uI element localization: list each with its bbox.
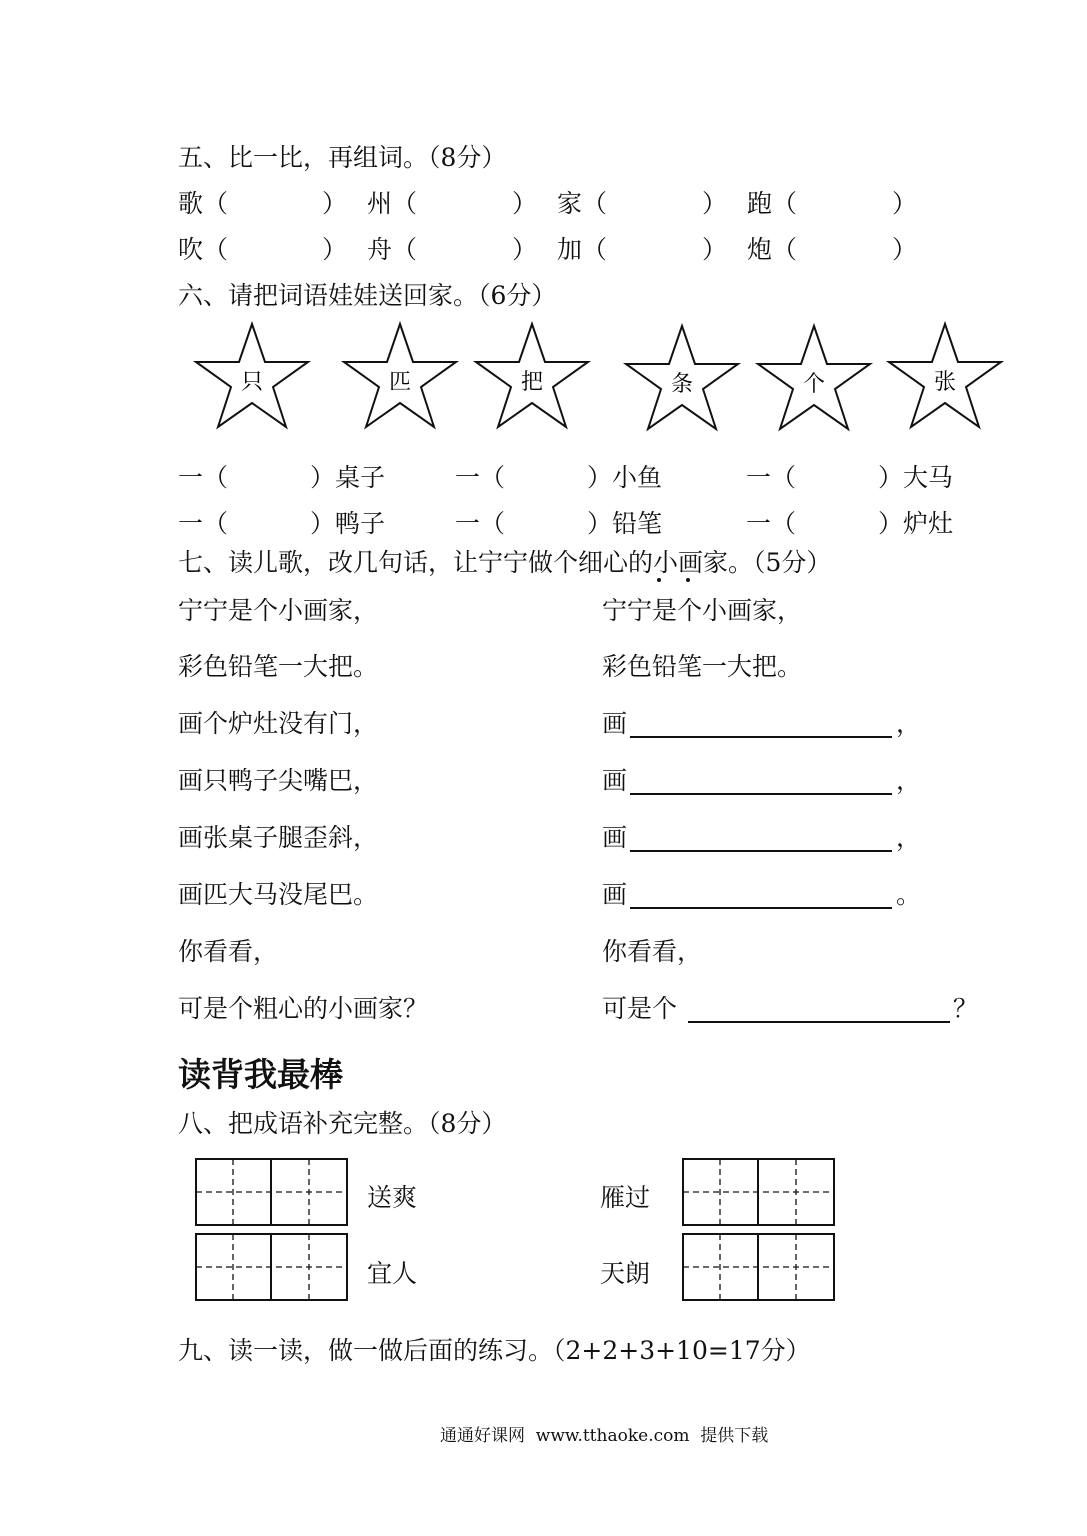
- q6-title: 六、请把词语娃娃送回家。（6分）: [178, 281, 557, 310]
- poem-line: 彩色铅笔一大把。: [178, 652, 379, 681]
- poem-line: 可是个粗心的小画家？: [178, 994, 429, 1023]
- rewrite-end: ，: [896, 709, 922, 738]
- rewrite-end: ，: [896, 766, 922, 795]
- word-cell: 吹（: [178, 235, 229, 264]
- rewrite-prefix: 画: [602, 823, 628, 852]
- measure-word-stars: [0, 318, 1087, 433]
- word-close: ）: [322, 235, 348, 264]
- idiom-grid[interactable]: [682, 1158, 835, 1226]
- star-tiao: [626, 326, 738, 429]
- blank-open: 一（: [178, 463, 229, 492]
- star-label: 个: [802, 372, 826, 397]
- q7-title: 七、读儿歌，改几句话，让宁宁做个细心的小画家。（5分）: [178, 548, 832, 577]
- poem-line: 画匹大马没尾巴。: [178, 880, 379, 909]
- word-cell: 加（: [557, 235, 608, 264]
- star-label: 匹: [388, 370, 412, 395]
- word-cell: 州（: [367, 189, 418, 218]
- rewrite-end: 。: [896, 880, 922, 909]
- rewrite-prefix: 画: [602, 766, 628, 795]
- poem-line: 彩色铅笔一大把。: [602, 652, 803, 681]
- word-close: ）: [702, 189, 728, 218]
- word-cell: 家（: [557, 189, 608, 218]
- blank-open: 一（: [178, 509, 229, 538]
- star-pi: [344, 324, 456, 427]
- rewrite-prefix: 画: [602, 709, 628, 738]
- answer-line[interactable]: [630, 907, 892, 909]
- footer-credit: 通通好课网 www.tthaoke.com 提供下载: [440, 1426, 769, 1446]
- star-ba: [476, 324, 588, 427]
- poem-line: 画只鸭子尖嘴巴，: [178, 766, 379, 795]
- poem-line: 你看看，: [178, 937, 279, 966]
- word-cell: 舟（: [367, 235, 418, 264]
- star-label: 条: [670, 372, 694, 397]
- word-close: ）: [512, 235, 538, 264]
- word-close: ）: [512, 189, 538, 218]
- blank-item: ）小鱼: [587, 463, 663, 492]
- rewrite-prefix: 画: [602, 880, 628, 909]
- q9-title: 九、读一读，做一做后面的练习。（2+2+3+10=17分）: [178, 1336, 811, 1365]
- blank-open: 一（: [455, 463, 506, 492]
- star-zhang: [889, 324, 1001, 427]
- star-label: 把: [520, 370, 544, 395]
- poem-line: 你看看，: [602, 937, 703, 966]
- idiom-prefix: 雁过: [600, 1183, 651, 1212]
- poem-line: 宁宁是个小画家，: [178, 596, 379, 625]
- section-heading: 读背我最棒: [178, 1055, 343, 1094]
- rewrite-prefix: 可是个: [602, 994, 678, 1023]
- rewrite-end: ，: [896, 823, 922, 852]
- word-cell: 炮（: [747, 235, 798, 264]
- blank-open: 一（: [746, 463, 797, 492]
- poem-line: 画个炉灶没有门，: [178, 709, 379, 738]
- answer-line[interactable]: [630, 850, 892, 852]
- rewrite-end: ？: [953, 994, 979, 1023]
- star-label: 只: [240, 370, 264, 395]
- idiom-prefix: 天朗: [600, 1259, 651, 1288]
- idiom-suffix: 送爽: [367, 1183, 418, 1212]
- idiom-grid[interactable]: [682, 1233, 835, 1301]
- idiom-suffix: 宜人: [367, 1259, 418, 1288]
- blank-open: 一（: [455, 509, 506, 538]
- blank-item: ）炉灶: [878, 509, 954, 538]
- word-cell: 跑（: [747, 189, 798, 218]
- blank-item: ）大马: [878, 463, 954, 492]
- star-zhi: [196, 324, 308, 427]
- emphasis-dot: [657, 578, 661, 582]
- emphasis-dot: [686, 578, 690, 582]
- word-close: ）: [892, 189, 918, 218]
- idiom-grid[interactable]: [195, 1158, 348, 1226]
- q8-title: 八、把成语补充完整。（8分）: [178, 1109, 507, 1138]
- blank-open: 一（: [746, 509, 797, 538]
- star-label: 张: [933, 370, 957, 395]
- word-close: ）: [702, 235, 728, 264]
- word-cell: 歌（: [178, 189, 229, 218]
- poem-line: 宁宁是个小画家，: [602, 596, 803, 625]
- answer-line[interactable]: [630, 793, 892, 795]
- poem-line: 画张桌子腿歪斜，: [178, 823, 379, 852]
- blank-item: ）铅笔: [587, 509, 663, 538]
- blank-item: ）鸭子: [310, 509, 386, 538]
- word-close: ）: [892, 235, 918, 264]
- answer-line[interactable]: [688, 1021, 950, 1023]
- idiom-grid[interactable]: [195, 1233, 348, 1301]
- blank-item: ）桌子: [310, 463, 386, 492]
- q5-title: 五、比一比，再组词。（8分）: [178, 143, 507, 172]
- star-ge: [758, 326, 870, 429]
- answer-line[interactable]: [630, 736, 892, 738]
- word-close: ）: [322, 189, 348, 218]
